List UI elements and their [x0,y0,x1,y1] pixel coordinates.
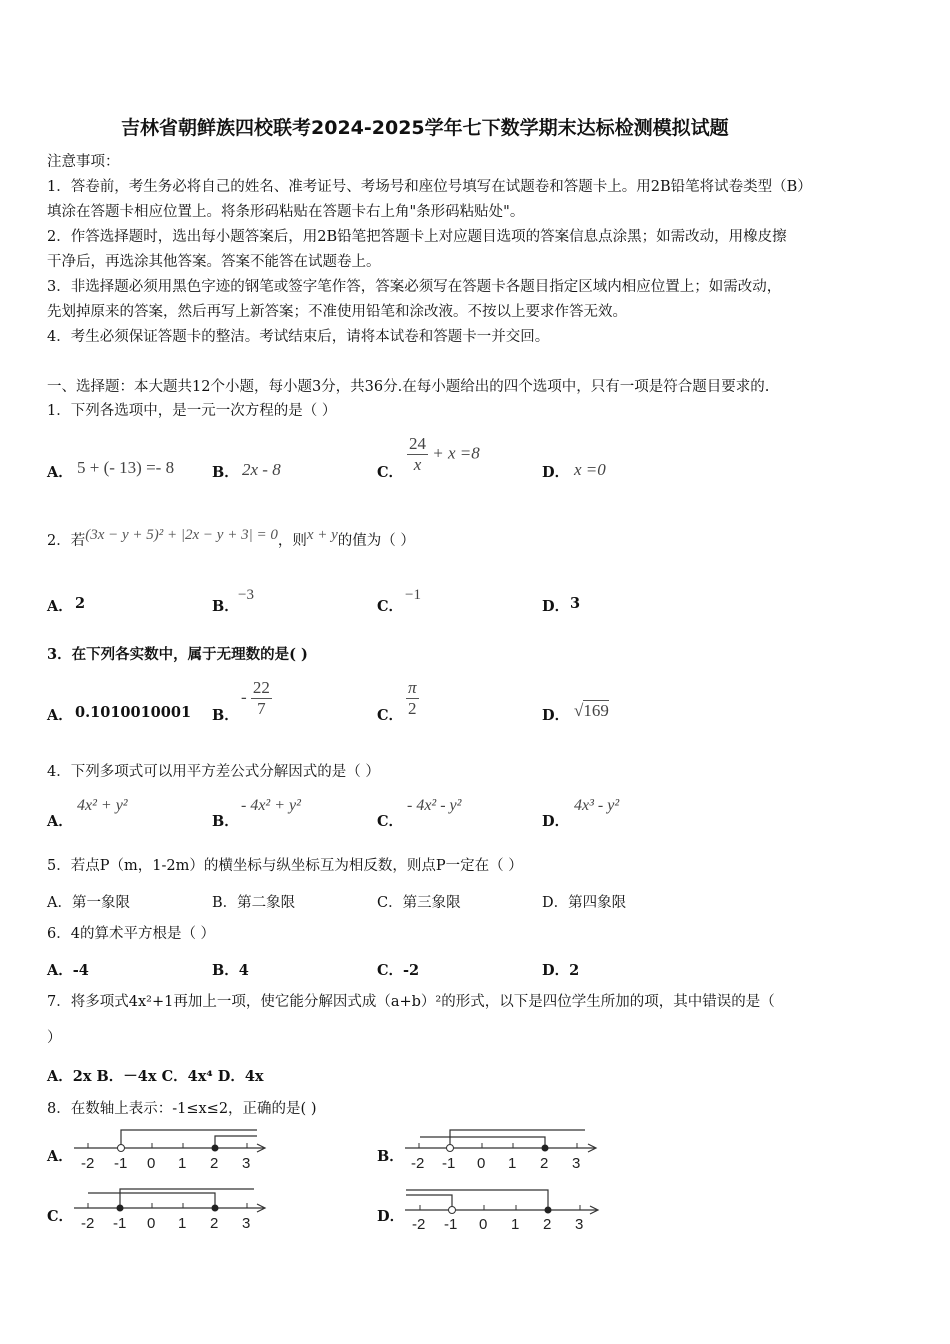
option-label-b: B． [212,813,239,830]
tick-label: -2 [411,1155,425,1172]
tick-label: 3 [575,1216,584,1233]
ticks [88,1203,247,1208]
option-label-c: C． [377,707,404,724]
option-label-d: D． [542,598,570,615]
number-line-c [72,1184,272,1234]
option-label-a: A． [47,464,73,481]
question-8-stem: 8．在数轴上表示：-1≤x≤2，正确的是( ) [47,1101,317,1117]
option-label-b: B． [212,464,239,481]
tick-label: 3 [572,1155,581,1172]
option-label-b: B． [212,598,239,615]
q4-option-a: 4x² + y² [77,797,128,814]
q6-option-a: A．-4 [47,962,89,979]
q2-num: 2．若 [47,533,86,549]
tick-label: -1 [444,1216,458,1233]
number-line-a [72,1124,272,1174]
option-label-a: A． [47,707,73,724]
option-label-a: A． [47,598,73,615]
fraction-numerator: 24 [409,434,426,453]
notice-line: 4．考生必须保证答题卡的整洁。考试结束后，请将本试卷和答题卡一并交回。 [47,329,550,345]
question-7-stem: 7．将多项式4x²+1再加上一项，使它能分解因式成（a+b）²的形式，以下是四位学生所加的项，其中错误的是（ [47,994,775,1010]
open-point [118,1145,125,1152]
closed-point [117,1205,124,1212]
tick-label: -2 [412,1216,426,1233]
q6-option-c: C．-2 [377,962,420,979]
tick-label: -2 [81,1215,95,1232]
range-bracket-left [121,1130,257,1148]
q2-option-c: −1 [405,587,421,603]
open-point [447,1145,454,1152]
option-label-c: C． [377,598,404,615]
range-bracket-left [406,1195,452,1210]
q2-expr-2: x + y [306,527,338,543]
tick-label: 2 [540,1155,549,1172]
closed-point [212,1145,219,1152]
q3-option-a: 0.1010010001 [75,704,192,721]
section-heading: 一、选择题：本大题共12个小题，每小题3分，共36分.在每小题给出的四个选项中，只有一项是符合题目要求的. [47,379,770,395]
option-label-d: D． [542,813,570,830]
page-title: 吉林省朝鲜族四校联考2024-2025学年七下数学期末达标检测模拟试题 [121,117,729,139]
question-6-stem: 6．4的算术平方根是（ ） [47,926,216,942]
q5-option-b: B．第二象限 [212,895,296,911]
option-label-c: C． [47,1208,74,1225]
question-3-stem: 3．在下列各实数中，属于无理数的是( ) [47,646,308,663]
tick-label: 3 [242,1155,251,1172]
option-label-d: D． [542,464,570,481]
notice-line: 干净后，再选涂其他答案。答案不能答在试题卷上。 [47,254,381,270]
q2-mid: ，则 [277,533,307,549]
q2-option-a: 2 [75,595,86,612]
tick-label: 2 [210,1155,219,1172]
notice-line: 填涂在答题卡相应位置上。将条形码粘贴在答题卡右上角"条形码粘贴处"。 [47,204,525,220]
q2-option-b: −3 [238,587,254,603]
tick-label: -1 [442,1155,456,1172]
option-label-d: D． [377,1208,405,1225]
option-label-a: A． [47,813,73,830]
q1-option-a: 5 + (- 13) =- 8 [77,458,175,477]
fraction-denominator: 7 [257,699,266,718]
notice-line: 3．非选择题必须用黑色字迹的钢笔或签字笔作答，答案必须写在答题卡各题目指定区域内相应位置上；如需改动， [47,279,782,295]
number-line-d [403,1184,603,1234]
q4-option-d: 4x³ - y² [574,797,620,814]
ticks [420,1205,580,1210]
sqrt-icon: √ [574,701,584,720]
minus-sign: - [241,687,247,707]
open-point [449,1207,456,1214]
notice-line: 先划掉原来的答案，然后再写上新答案；不准使用铅笔和涂改液。不按以上要求作答无效。 [47,304,627,320]
fraction-denominator: 2 [408,699,417,718]
q4-option-b: - 4x² + y² [241,797,301,814]
closed-point [545,1207,552,1214]
q5-option-c: C．第三象限 [377,895,461,911]
closed-point [542,1145,549,1152]
option-label-b: B． [212,707,239,724]
option-label-c: C． [377,464,404,481]
tick-label: 1 [511,1216,520,1233]
tick-label: -1 [113,1215,127,1232]
range-bracket-right [406,1190,548,1210]
range-bracket-left [450,1130,585,1148]
option-label-d: D． [542,707,570,724]
range-bracket-right [215,1136,257,1148]
tick-label: 2 [210,1215,219,1232]
tick-label: 0 [147,1155,156,1172]
q1-option-d: x =0 [574,460,606,479]
tick-label: 0 [147,1215,156,1232]
fraction-numerator: 22 [252,678,270,697]
question-7-stem-end: ） [47,1030,62,1046]
notice-line: 1．答卷前，考生务必将自己的姓名、准考证号、考场号和座位号填写在试题卷和答题卡上。用2B铅笔将试卷类型（B） [47,179,812,195]
ticks [88,1143,247,1148]
option-label-c: C． [377,813,404,830]
tick-label: 2 [543,1216,552,1233]
q3-option-d [574,701,609,721]
tick-label: 1 [178,1215,187,1232]
q5-option-d: D．第四象限 [542,895,627,911]
q4-option-c: - 4x² - y² [407,797,462,814]
tick-label: 3 [242,1215,251,1232]
option-label-a: A． [47,1148,73,1165]
question-2-stem [47,527,415,551]
range-bracket-left [120,1189,254,1208]
q3-option-b [241,678,272,719]
tick-label: 0 [479,1216,488,1233]
closed-point [212,1205,219,1212]
tick-label: 1 [508,1155,517,1172]
q3-option-c [406,678,419,719]
number-line-b [403,1124,603,1174]
notice-line: 2．作答选择题时，选出每小题答案后，用2B铅笔把答题卡上对应题目选项的答案信息点涂黑；如需改动，用橡皮擦 [47,229,787,245]
q1-option-c-rest: + x =8 [432,443,480,463]
tick-label: -1 [114,1155,128,1172]
question-1-stem: 1．下列各选项中，是一元一次方程的是（ ） [47,403,337,419]
q1-option-c [407,434,480,475]
q7-options: A．2x B．－4x C．4x⁴ D．4x [47,1068,264,1085]
q1-option-b: 2x - 8 [242,460,281,479]
question-5-stem: 5．若点P（m，1-2m）的横坐标与纵坐标互为相反数，则点P一定在（ ） [47,858,523,874]
fraction-numerator: π [408,678,417,697]
q2-expr-1: (3x − y + 5)² + |2x − y + 3| = 0 [85,527,278,543]
q5-option-a: A．第一象限 [47,895,130,911]
q2-tail: 的值为（ ） [337,533,415,549]
tick-label: 1 [178,1155,187,1172]
tick-label: -2 [81,1155,95,1172]
fraction-denominator: x [413,455,422,474]
question-4-stem: 4．下列多项式可以用平方差公式分解因式的是（ ） [47,764,380,780]
ticks [419,1143,577,1148]
notice-heading: 注意事项： [47,154,120,170]
q6-option-b: B．4 [212,962,249,979]
sqrt-radicand: 169 [583,701,609,720]
option-label-b: B． [377,1148,404,1165]
tick-label: 0 [477,1155,486,1172]
q6-option-d: D．2 [542,962,580,979]
q2-option-d: 3 [570,595,581,612]
